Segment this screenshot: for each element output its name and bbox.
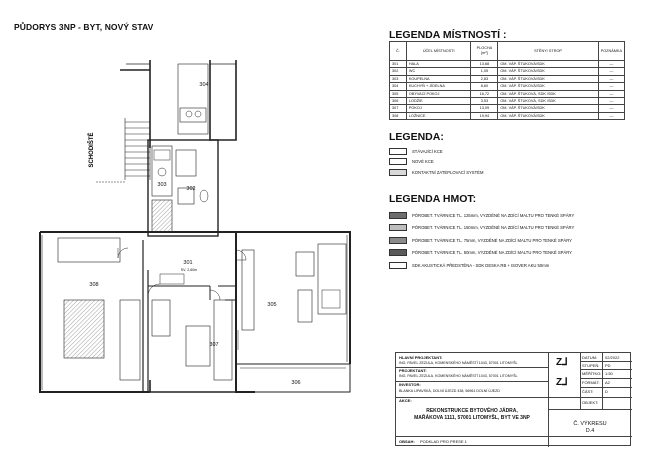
legend-item bbox=[389, 167, 483, 178]
room-legend-row bbox=[390, 83, 625, 90]
scale: 1:50 bbox=[605, 371, 613, 376]
room-308-label: 308 bbox=[89, 282, 99, 288]
title-block bbox=[395, 352, 631, 446]
material-label: SDK AKUSTICKÁ PŘEDSTĚNA - SDK DESKA RB + ISOVER AKU 50mm bbox=[412, 262, 550, 268]
designer-label: PROJEKTANT: bbox=[399, 368, 427, 373]
room-legend-table bbox=[389, 41, 625, 120]
room-number-cell: 307 bbox=[390, 105, 407, 112]
room-legend-row bbox=[390, 90, 625, 97]
scale-label: MĚŘÍTKO: bbox=[582, 371, 602, 376]
material-swatch bbox=[389, 262, 407, 269]
room-walls-cell: OM. VÁP. ŠTUKOVÁ/SDK bbox=[498, 75, 598, 82]
material-item bbox=[389, 247, 574, 260]
project-line-1: REKONSTRUKCE BYTOVÉHO JÁDRA, bbox=[426, 408, 518, 414]
contents: PODKLAD PRO PRESE 1 bbox=[420, 439, 467, 444]
material-item bbox=[389, 259, 574, 272]
room-legend-row bbox=[390, 61, 625, 68]
room-area-cell: 19,94 bbox=[471, 112, 498, 119]
project-label: AKCE: bbox=[399, 398, 412, 403]
legend-swatch bbox=[389, 148, 407, 155]
material-swatch bbox=[389, 212, 407, 219]
material-label: PÓROBET. TVÁRNICE TL. 125mm, VYZDĚNÉ NA ZDÍCÍ MALTU PRO TENKÉ SPÁRY bbox=[412, 212, 575, 218]
room-legend-row bbox=[390, 112, 625, 119]
project-line-2: MAŘÁKOVA 1111, 57001 LITOMYŠL, BYT VE 3NP bbox=[414, 415, 530, 421]
room-legend-row bbox=[390, 105, 625, 112]
room-area-cell: 16,72 bbox=[471, 90, 498, 97]
room-302-label: 302 bbox=[186, 186, 196, 192]
stairs-label: SCHODIŠTĚ bbox=[89, 132, 95, 168]
room-purpose-cell: HALA bbox=[406, 61, 471, 68]
drawing-title: PŮDORYS 3NP - BYT, NOVÝ STAV bbox=[14, 22, 154, 32]
format: A2 bbox=[605, 380, 610, 385]
legend-label: KONTAKTNÍ ZATEPLOVACÍ SYSTÉM bbox=[412, 169, 484, 175]
chief-designer-label: HLAVNÍ PROJEKTANT: bbox=[399, 355, 443, 360]
floor-plan bbox=[0, 0, 370, 410]
room-area-cell: 1,05 bbox=[471, 68, 498, 75]
legend-label: STÁVAJÍCÍ KCE bbox=[412, 148, 443, 154]
materials-list bbox=[389, 209, 574, 272]
room-walls-cell: OM. VÁP. ŠTUKOVÁ, SDK /SDK bbox=[498, 90, 598, 97]
room-301-height: SV. 2,60m bbox=[180, 268, 198, 272]
room-note-cell: — bbox=[598, 98, 624, 105]
legend-list bbox=[389, 146, 483, 178]
room-legend-row bbox=[390, 68, 625, 75]
room-walls-cell: OM. VÁP. ŠTUKOVÁ/SDK bbox=[498, 68, 598, 75]
object-label: OBJEKT: bbox=[582, 400, 599, 405]
room-note-cell: — bbox=[598, 112, 624, 119]
room-number-cell: 308 bbox=[390, 112, 407, 119]
col-purpose: ÚČEL MÍSTNOSTI bbox=[406, 42, 471, 61]
part-label: ČÁST: bbox=[582, 389, 594, 394]
room-area-cell: 13,09 bbox=[471, 105, 498, 112]
legend-item bbox=[389, 157, 483, 168]
room-walls-cell: OM. VÁP. ŠTUKOVÁ/SDK bbox=[498, 112, 598, 119]
room-purpose-cell: KOUPELNA bbox=[406, 75, 471, 82]
room-legend-row bbox=[390, 98, 625, 105]
room-walls-cell: OM. VÁP. ŠTUKOVÁ/SDK bbox=[498, 83, 598, 90]
col-area: PLOCHA [m²] bbox=[471, 42, 498, 61]
legend-swatch bbox=[389, 158, 407, 165]
materials-heading: LEGENDA HMOT: bbox=[389, 193, 477, 205]
material-label: PÓROBET. TVÁRNICE TL. 75mm, VYZDĚNÉ NA ZDÍCÍ MALTU PRO TENKÉ SPÁRY bbox=[412, 237, 572, 243]
room-walls-cell: OM. VÁP. ŠTUKOVÁ, SDK /SDK bbox=[498, 98, 598, 105]
material-item bbox=[389, 234, 574, 247]
room-walls-cell: OM. VÁP. ŠTUKOVÁ/SDK bbox=[498, 61, 598, 68]
room-note-cell: — bbox=[598, 83, 624, 90]
room-304-label: 304 bbox=[199, 82, 209, 88]
room-number-cell: 305 bbox=[390, 90, 407, 97]
room-note-cell: — bbox=[598, 90, 624, 97]
stage: PD bbox=[605, 363, 611, 368]
room-306-label: 306 bbox=[291, 380, 301, 386]
legend-item bbox=[389, 146, 483, 157]
chief-designer: ING. PAVEL ZEZULA, KOMENSKÉHO NÁMĚSTÍ 1043, 57001 LITOMYŠL bbox=[399, 361, 518, 365]
room-number-cell: 303 bbox=[390, 75, 407, 82]
room-number-cell: 301 bbox=[390, 61, 407, 68]
room-303-label: 303 bbox=[157, 182, 167, 188]
legend-heading: LEGENDA: bbox=[389, 131, 444, 143]
material-item bbox=[389, 209, 574, 222]
material-label: PÓROBET. TVÁRNICE TL. 50mm, VYZDĚNÉ NA ZDÍCÍ MALTU PRO TENKÉ SPÁRY bbox=[412, 250, 572, 256]
col-number: Č. bbox=[390, 42, 407, 61]
designer: ING. PAVEL ZEZULA, KOMENSKÉHO NÁMĚSTÍ 1043, 57001 LITOMYŠL bbox=[399, 374, 518, 378]
room-purpose-cell: POKOJ bbox=[406, 105, 471, 112]
part: D bbox=[605, 389, 608, 394]
room-note-cell: — bbox=[598, 75, 624, 82]
date: 02/2022 bbox=[605, 355, 620, 360]
contents-label: OBSAH: bbox=[399, 439, 415, 444]
room-note-cell: — bbox=[598, 105, 624, 112]
format-label: FORMÁT: bbox=[582, 380, 600, 385]
room-area-cell: 13,68 bbox=[471, 61, 498, 68]
room-area-cell: 3,53 bbox=[471, 98, 498, 105]
room-note-cell: — bbox=[598, 61, 624, 68]
investor-label: INVESTOR: bbox=[399, 382, 421, 387]
room-area-cell: 2,83 bbox=[471, 75, 498, 82]
legend-label: NOVÉ KCE bbox=[412, 159, 434, 165]
room-purpose-cell: LODŽIE bbox=[406, 98, 471, 105]
room-purpose-cell: LOŽNICE bbox=[406, 112, 471, 119]
date-label: DATUM: bbox=[582, 355, 598, 360]
room-purpose-cell: OBÝVACÍ POKOJ bbox=[406, 90, 471, 97]
room-307-label: 307 bbox=[209, 342, 219, 348]
material-swatch bbox=[389, 237, 407, 244]
room-number-cell: 302 bbox=[390, 68, 407, 75]
drawing-number-label: Č. VÝKRESU bbox=[573, 421, 607, 427]
col-walls: STĚNY/ STROP bbox=[498, 42, 598, 61]
material-label: PÓROBET. TVÁRNICE TL. 150mm, VYZDĚNÉ NA ZDÍCÍ MALTU PRO TENKÉ SPÁRY bbox=[412, 225, 575, 231]
col-note: POZNÁMKA bbox=[598, 42, 624, 61]
investor: BLANKA LIPAVSKÁ, DOLNÍ ÚJEZD 438, 56961 DOLNÍ ÚJEZD bbox=[399, 389, 500, 393]
drawing-number: D.4 bbox=[585, 428, 595, 434]
room-legend-header-row bbox=[390, 42, 625, 61]
room-purpose-cell: WC bbox=[406, 68, 471, 75]
room-305-label: 305 bbox=[267, 302, 277, 308]
room-purpose-cell: KUCHYŇ + JÍDELNA bbox=[406, 83, 471, 90]
room-number-cell: 304 bbox=[390, 83, 407, 90]
room-walls-cell: OM. VÁP. ŠTUKOVÁ/SDK bbox=[498, 105, 598, 112]
room-legend-heading: LEGENDA MÍSTNOSTÍ : bbox=[389, 29, 507, 41]
room-301-label: 301 bbox=[183, 260, 193, 266]
material-swatch bbox=[389, 224, 407, 231]
legend-swatch bbox=[389, 169, 407, 176]
material-item bbox=[389, 222, 574, 235]
room-number-cell: 306 bbox=[390, 98, 407, 105]
stage-label: STUPEŇ: bbox=[582, 363, 600, 368]
room-area-cell: 8,60 bbox=[471, 83, 498, 90]
room-note-cell: — bbox=[598, 68, 624, 75]
room-legend-row bbox=[390, 75, 625, 82]
company-logo-1: Z⅃ bbox=[556, 357, 568, 368]
material-swatch bbox=[389, 249, 407, 256]
company-logo-2: Z⅃ bbox=[556, 377, 568, 388]
